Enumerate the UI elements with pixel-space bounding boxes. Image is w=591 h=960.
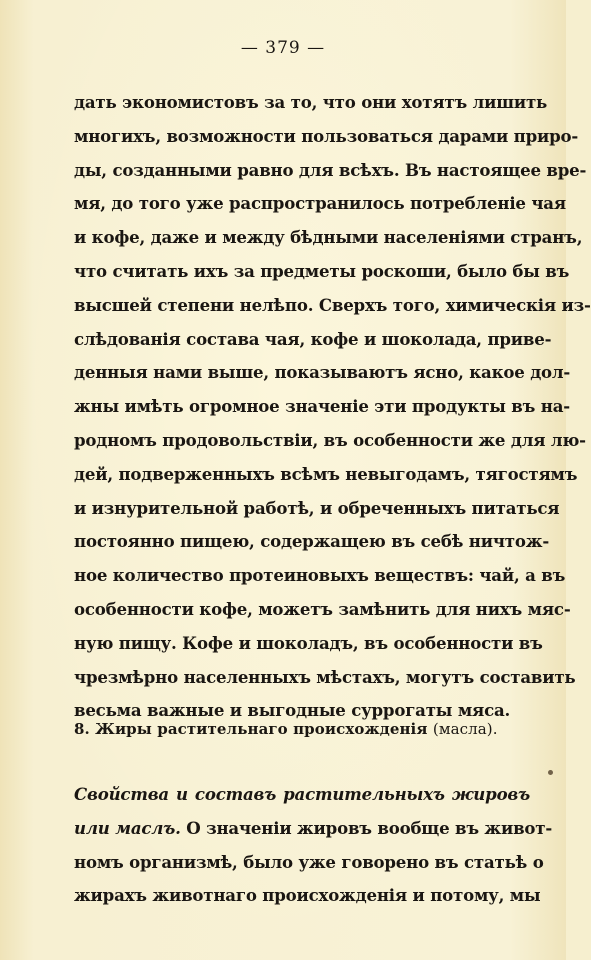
paragraph-2 [74,778,553,913]
text-line: дать экономистовъ за то, что они хотятъ лишить [74,92,548,112]
ink-spot [548,770,553,775]
text-line [74,812,553,846]
section-heading-title: 8. Жиры растительнаго происхожденія [74,720,428,738]
text-line: высшей степени нелѣпо. Сверхъ того, химическія из- [74,294,591,315]
text-line: жны имѣть огромное значеніе эти продукты въ на- [74,396,570,417]
text-run: О значеніи жировъ вообще въ живот- [180,817,553,838]
text-line: и изнурительной работѣ, и обреченныхъ питаться [74,497,560,518]
italic-run: или маслъ. [74,817,181,838]
text-line: весьма важные и выгодные суррогаты мяса. [74,700,511,721]
text-line: постоянно пищею, содержащею въ себѣ ничтож- [74,531,550,552]
page-number: — 379 — [240,38,326,58]
text-line: ное количество протеиновыхъ веществъ: чай, а въ [74,565,566,586]
text-line: многихъ, возможности пользоваться дарами приро- [74,125,579,146]
text-line: родномъ продовольствіи, въ особенности же для лю- [74,429,586,450]
text-line: слѣдованія состава чая, кофе и шоколада, приве- [74,328,552,349]
text-line: дей, подверженныхъ всѣмъ невыгодамъ, тягостямъ [74,463,578,484]
text-line: чрезмѣрно населенныхъ мѣстахъ, могутъ составить [74,666,576,687]
text-line-italic: Свойства и составъ растительныхъ жировъ [74,784,530,804]
text-line: ную пищу. Кофе и шоколадъ, въ особенности въ [74,632,543,653]
text-line: жирахъ животнаго происхожденія и потому, мы [74,885,541,906]
text-line: ды, созданными равно для всѣхъ. Въ настоящее вре- [74,159,587,180]
text-line: денныя нами выше, показываютъ ясно, какое дол- [74,362,571,383]
paragraph-1 [74,86,591,728]
text-line: и кофе, даже и между бѣдными населеніями странъ, [74,227,583,248]
text-line: что считать ихъ за предметы роскоши, было бы въ [74,260,570,281]
section-heading [74,720,530,738]
text-line: мя, до того уже распространилось потребленіе чая [74,193,566,214]
section-heading-paren: (масла). [432,720,498,738]
text-line: особенности кофе, можетъ замѣнить для нихъ мяс- [74,598,571,619]
text-line: номъ организмѣ, было уже говорено въ статьѣ о [74,851,544,872]
